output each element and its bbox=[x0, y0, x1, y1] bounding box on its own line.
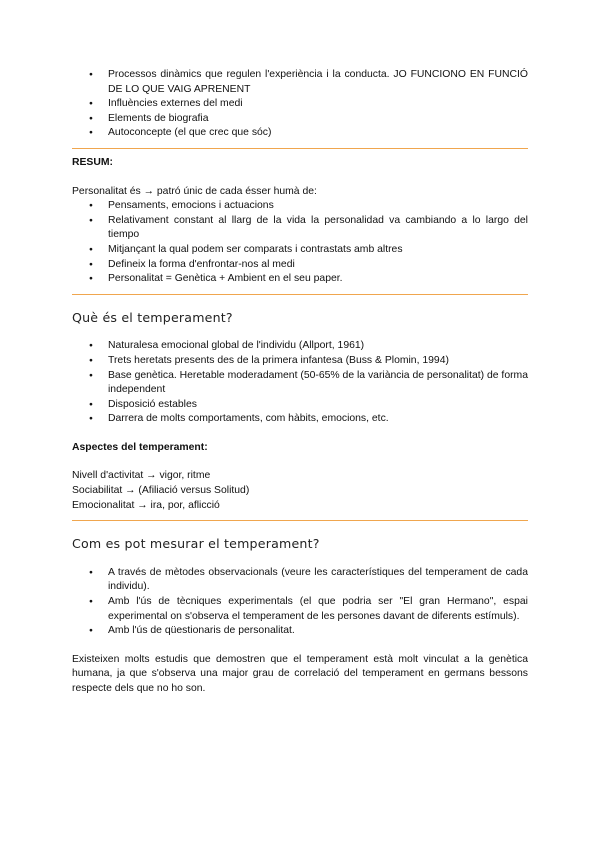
aspect-line: Sociabilitat → (Afiliació versus Solitud) bbox=[72, 485, 250, 497]
list-item: ● Personalitat = Genètica + Ambient en el seu paper. bbox=[72, 272, 528, 287]
aspects-title: Aspectes del temperament: bbox=[72, 441, 208, 453]
list-item: ● Autoconcepte (el que crec que sóc) bbox=[72, 126, 528, 141]
list-item: ● A través de mètodes observacionals (veure les característiques del temperament de cada individu). bbox=[72, 566, 528, 595]
aspects-block bbox=[72, 469, 528, 513]
conclusion-paragraph: Existeixen molts estudis que demostren que el temperament està molt vinculat a la genètica humana, ja que s'observa una major grau de correlació del temperament en germans bessons respecte dels que no ho son. bbox=[72, 653, 528, 694]
list-item: ● Pensaments, emocions i actuacions bbox=[72, 199, 528, 214]
temperament-list bbox=[72, 339, 528, 427]
section-divider bbox=[72, 520, 528, 521]
list-item: ● Amb l'ús de tècniques experimentals (el que podria ser "El gran Hermano", espai experimental on s'observa el temperament de les persones davant de diferents estímuls). bbox=[72, 595, 528, 624]
list-item: ● Relativament constant al llarg de la vida la personalidad va cambiando a lo largo del tiempo bbox=[72, 214, 528, 243]
aspect-line: Nivell d'activitat → vigor, ritme bbox=[72, 470, 211, 482]
list-item: ● Darrera de molts comportaments, com hàbits, emocions, etc. bbox=[72, 412, 528, 427]
list-item: ● Processos dinàmics que regulen l'experiència i la conducta. JO FUNCIONO EN FUNCIÓ DE LO QUE VAIG APRENENT bbox=[72, 68, 528, 97]
list-item: ● Defineix la forma d'enfrontar-nos al medi bbox=[72, 258, 528, 273]
section-divider bbox=[72, 294, 528, 295]
resum-lead: Personalitat és → patró únic de cada ésser humà de: bbox=[72, 185, 317, 197]
resum-title: RESUM: bbox=[72, 156, 113, 168]
resum-list bbox=[72, 199, 528, 287]
list-item: ● Naturalesa emocional global de l'individu (Allport, 1961) bbox=[72, 339, 528, 354]
aspect-line: Emocionalitat → ira, por, aflicció bbox=[72, 499, 220, 511]
section-heading-temperament: Què és el temperament? bbox=[72, 309, 233, 325]
list-item: ● Elements de biografia bbox=[72, 112, 528, 127]
intro-list bbox=[72, 68, 528, 141]
list-item: ● Influències externes del medi bbox=[72, 97, 528, 112]
section-divider bbox=[72, 148, 528, 149]
list-item: ● Disposició estables bbox=[72, 398, 528, 413]
list-item: ● Trets heretats presents des de la primera infantesa (Buss & Plomin, 1994) bbox=[72, 354, 528, 369]
mesurar-list bbox=[72, 566, 528, 639]
section-heading-mesurar: Com es pot mesurar el temperament? bbox=[72, 536, 320, 552]
document-page bbox=[72, 68, 528, 697]
list-item: ● Amb l'ús de qüestionaris de personalitat. bbox=[72, 624, 528, 639]
list-item: ● Mitjançant la qual podem ser comparats i contrastats amb altres bbox=[72, 243, 528, 258]
list-item: ● Base genètica. Heretable moderadament (50-65% de la variància de personalitat) de forma independent bbox=[72, 369, 528, 398]
